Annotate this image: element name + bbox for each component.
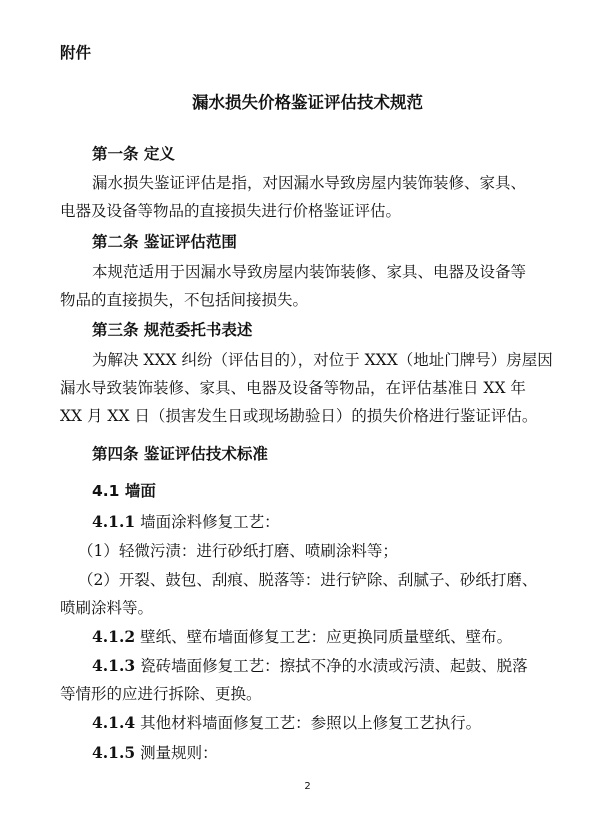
page-number: 2	[304, 781, 311, 792]
clause-4-1-2	[92, 627, 512, 647]
clause-4-1-1	[92, 512, 280, 532]
attachment-label: 附件	[60, 44, 92, 62]
clause-text: 其他材料墙面修复工艺：参照以上修复工艺执行。	[135, 714, 482, 732]
clause-number: 4.1.2	[92, 627, 136, 646]
article-2-line-1: 本规范适用于因漏水导致房屋内装饰装修、家具、电器及设备等	[92, 263, 527, 281]
clause-number: 4.1.4	[92, 713, 136, 732]
clause-4-1-1-item-2-line-2: 喷刷涂料等。	[60, 599, 154, 617]
article-3-line-2: 漏水导致装饰装修、家具、电器及设备等物品，在评估基准日 XX 年	[60, 379, 526, 397]
document-title: 漏水损失价格鉴证评估技术规范	[192, 93, 423, 112]
clause-4-1-1-item-2-line-1: （2）开裂、鼓包、刮痕、脱落等：进行铲除、刮腻子、砂纸打磨、	[78, 571, 538, 589]
section-4-1-heading: 4.1 墙面	[92, 482, 156, 500]
article-3-heading: 第三条 规范委托书表述	[92, 321, 253, 339]
clause-text: 测量规则：	[135, 744, 218, 762]
clause-4-1-5	[92, 743, 218, 763]
article-3-line-3: XX 月 XX 日（损害发生日或现场勘验日）的损失价格进行鉴证评估。	[60, 407, 538, 425]
clause-4-1-4	[92, 713, 481, 733]
clause-text: 瓷砖墙面修复工艺：擦拭不净的水渍或污渍、起鼓、脱落	[135, 657, 528, 675]
clause-4-1-1-item-1: （1）轻微污渍：进行砂纸打磨、喷刷涂料等；	[78, 542, 398, 560]
clause-number: 4.1.3	[92, 656, 136, 675]
article-1-heading: 第一条 定义	[92, 145, 175, 163]
clause-number: 4.1.1	[92, 512, 136, 531]
clause-text: 壁纸、壁布墙面修复工艺：应更换同质量壁纸、壁布。	[135, 628, 513, 646]
clause-number: 4.1.5	[92, 743, 136, 762]
clause-4-1-3	[92, 656, 528, 676]
article-1-line-2: 电器及设备等物品的直接损失进行价格鉴证评估。	[60, 202, 402, 220]
clause-text: 墙面涂料修复工艺：	[135, 513, 280, 531]
article-1-line-1: 漏水损失鉴证评估是指，对因漏水导致房屋内装饰装修、家具、	[92, 174, 527, 192]
article-3-line-1: 为解决 XXX 纠纷（评估目的），对位于 XXX（地址门牌号）房屋因	[92, 351, 553, 369]
article-4-heading: 第四条 鉴证评估技术标准	[92, 445, 268, 463]
clause-4-1-3-line-2: 等情形的应进行拆除、更换。	[60, 685, 262, 703]
article-2-line-2: 物品的直接损失，不包括间接损失。	[60, 291, 309, 309]
article-2-heading: 第二条 鉴证评估范围	[92, 233, 237, 251]
